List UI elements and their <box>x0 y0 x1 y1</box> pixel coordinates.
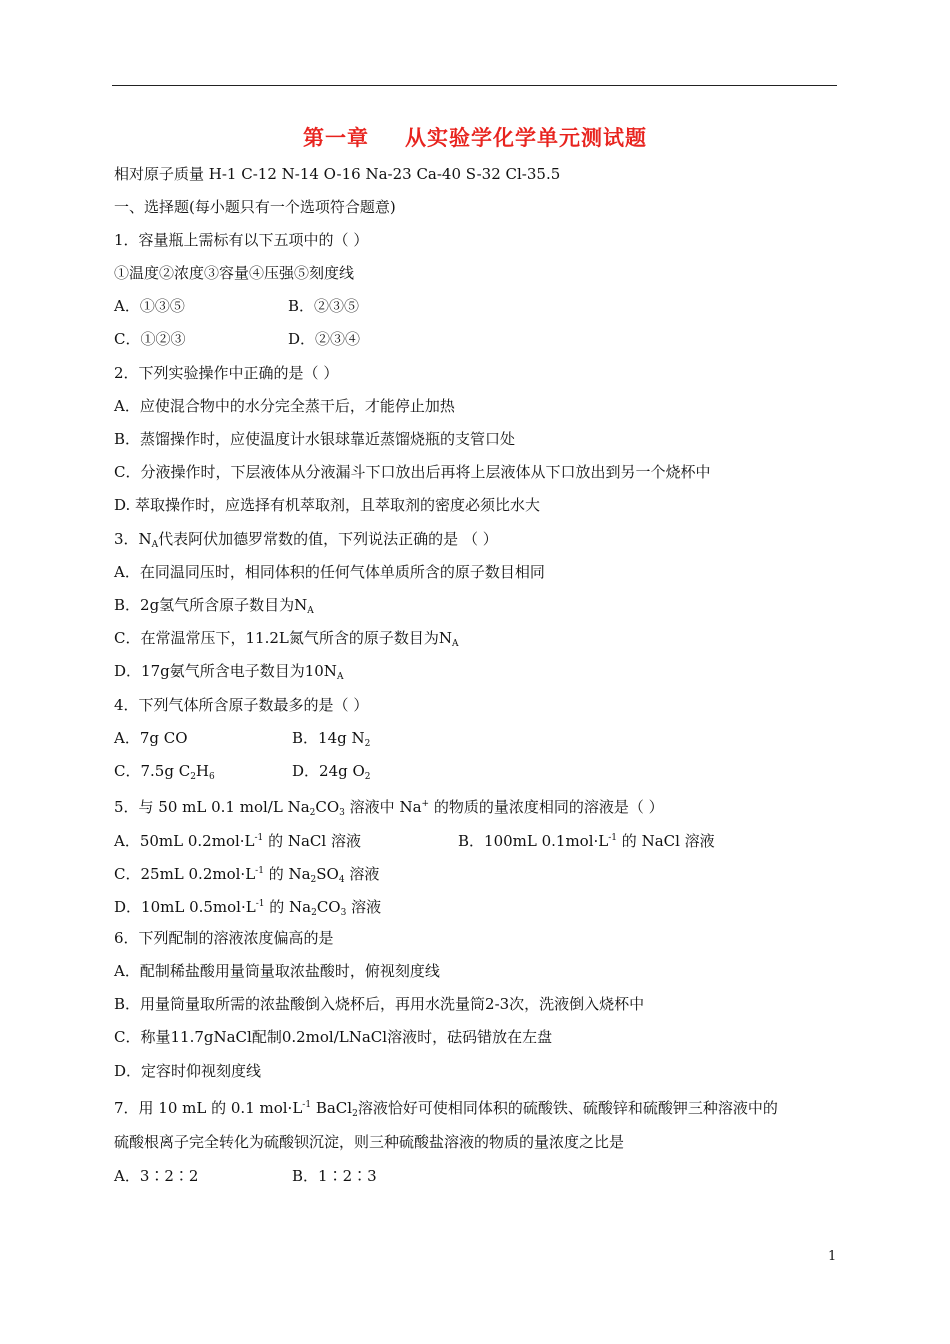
question-7-stem-line2: 硫酸根离子完全转化为硫酸钡沉淀，则三种硫酸盐溶液的物质的量浓度之比是 <box>114 1133 625 1151</box>
question-2-stem: 2．下列实验操作中正确的是（ ） <box>114 364 339 382</box>
question-3-option-d: D．17g氨气所含电子数目为$10N_A$ <box>114 662 344 682</box>
page-number: 1 <box>828 1249 837 1264</box>
question-6-option-b: B．用量筒量取所需的浓盐酸倒入烧杯后，再用水洗量筒2-3次，洗液倒入烧杯中 <box>114 995 645 1013</box>
question-1-option-c: C．①②③ <box>114 330 186 348</box>
question-6-option-d: D．定容时仰视刻度线 <box>114 1062 262 1080</box>
question-7-stem: 7．用 10 mL 的 0.1 $mol\cdot L^{-1}$ BaCl$_2$溶液恰好可使相同体积的硫酸铁、硫酸锌和硫酸钾三种溶液中的 <box>114 1099 778 1119</box>
question-2-option-b: B．蒸馏操作时，应使温度计水银球靠近蒸馏烧瓶的支管口处 <box>114 430 516 448</box>
question-1-option-b: B．②③⑤ <box>288 297 360 315</box>
question-1-items: ①温度②浓度③容量④压强⑤刻度线 <box>114 264 355 282</box>
chapter-label: 第一章 <box>303 125 369 150</box>
section-heading: 一、选择题(每小题只有一个选项符合题意) <box>114 198 396 216</box>
question-5-option-b: B．100mL $0.1mol\cdot L^{-1}$ 的 NaCl 溶液 <box>458 832 715 850</box>
question-2-option-c: C．分液操作时，下层液体从分液漏斗下口放出后再将上层液体从下口放出到另一个烧杯中 <box>114 463 711 481</box>
question-4-option-d: D．24g $O_2$ <box>292 762 371 782</box>
question-2-option-d: D. 萃取操作时，应选择有机萃取剂，且萃取剂的密度必须比水大 <box>114 496 541 514</box>
question-5-option-c: C．25mL $0.2mol\cdot L^{-1}$ 的 $Na_2SO_4$ 溶液 <box>114 865 380 885</box>
question-4-option-a: A．7g CO <box>114 729 188 747</box>
question-5-option-d: D．10mL $0.5mol\cdot L^{-1}$ 的 $Na_2CO_3$ 溶液 <box>114 898 382 918</box>
question-6-stem: 6．下列配制的溶液浓度偏高的是 <box>114 929 334 947</box>
header-rule <box>112 85 837 86</box>
question-5-option-a: A．50mL $0.2mol\cdot L^{-1}$ 的 NaCl 溶液 <box>114 832 361 850</box>
question-7-option-b: B．1∶2∶3 <box>292 1167 377 1185</box>
question-3-option-a: A．在同温同压时，相同体积的任何气体单质所含的原子数目相同 <box>114 563 545 581</box>
question-2-option-a: A．应使混合物中的水分完全蒸干后，才能停止加热 <box>114 397 455 415</box>
question-6-option-a: A．配制稀盐酸用量筒量取浓盐酸时，俯视刻度线 <box>114 962 440 980</box>
question-1-stem: 1．容量瓶上需标有以下五项中的（ ） <box>114 231 369 249</box>
question-1-option-d: D．②③④ <box>288 330 361 348</box>
question-3-option-b: B．2g氢气所含原子数目为$N_A$ <box>114 596 314 616</box>
question-4-option-c: C．7.5g $C_2H_6$ <box>114 762 215 782</box>
question-6-option-c: C．称量11.7gNaCl配制0.2mol/LNaCl溶液时，砝码错放在左盘 <box>114 1028 553 1046</box>
page-title <box>0 122 950 152</box>
atomic-masses: 相对原子质量 H-1 C-12 N-14 O-16 Na-23 Ca-40 S-32 Cl-35.5 <box>114 165 561 183</box>
question-3-stem: 3．$N_A$代表阿伏加德罗常数的值，下列说法正确的是 （ ） <box>114 530 498 550</box>
question-4-stem: 4．下列气体所含原子数最多的是（ ） <box>114 696 369 714</box>
question-1-option-a: A．①③⑤ <box>114 297 185 315</box>
question-7-option-a: A．3∶2∶2 <box>114 1167 199 1185</box>
chapter-title: 从实验学化学单元测试题 <box>405 125 647 150</box>
question-3-option-c: C．在常温常压下，11.2L氮气所含的原子数目为$N_A$ <box>114 629 459 649</box>
question-5-stem: 5．与 50 mL 0.1 mol/L $Na_2CO_3$ 溶液中 Na+ 的物质的量浓度相同的溶液是（ ） <box>114 798 664 818</box>
question-4-option-b: B．14g $N_2$ <box>292 729 371 749</box>
